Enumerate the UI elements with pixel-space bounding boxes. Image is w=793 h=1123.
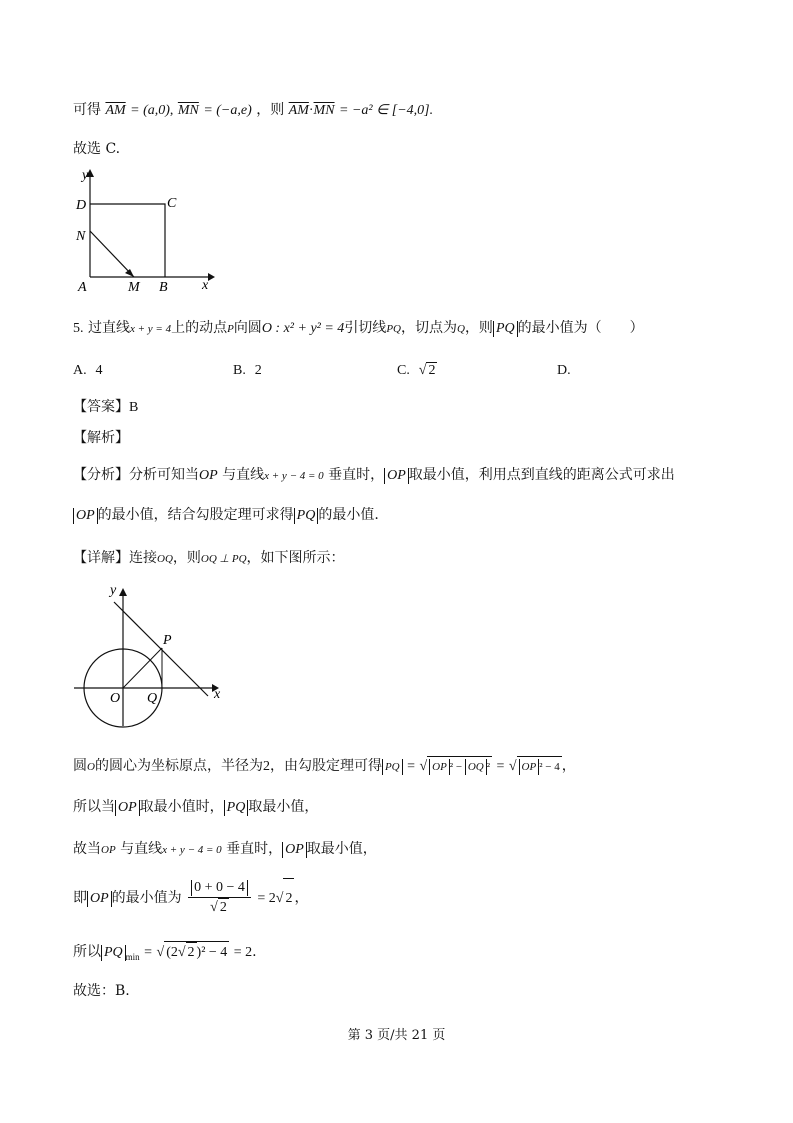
- option-a-value: 4: [95, 363, 103, 378]
- step-1: [73, 756, 576, 777]
- sqrt-sign: √: [419, 759, 428, 774]
- distance-fraction: [188, 879, 251, 917]
- am-value: = (a,0): [130, 103, 170, 118]
- fig1-label-b: B: [159, 280, 168, 295]
- fig2-label-p: P: [163, 633, 172, 648]
- figure-circle-tangent: [70, 580, 230, 730]
- s2-abs-pq: PQ: [224, 800, 249, 816]
- fenxi-t2: 与直线: [222, 467, 265, 483]
- xiangjie-t2: ，则: [172, 550, 201, 566]
- fenxi-tag: 【分析】: [73, 467, 129, 483]
- q-text-3: 向圆: [233, 320, 262, 336]
- detail-line: [73, 548, 345, 569]
- sqrt-sign-inner: √: [177, 945, 186, 960]
- s5-inner-b: )² − 4: [196, 945, 228, 960]
- s1-abs-op-2: OP: [519, 759, 540, 775]
- s4-abs-op: OP: [87, 891, 112, 907]
- vector-mn-2: $\overline{MN}$: [313, 103, 335, 118]
- s5-inner-a: (2: [166, 945, 178, 960]
- s3-t1: 故当: [73, 841, 101, 857]
- option-d-label: D.: [557, 363, 571, 378]
- s5-t1: 所以: [73, 944, 101, 960]
- dot-operator: ·: [308, 103, 314, 118]
- option-c: [397, 362, 437, 379]
- q-text-4: 引切线: [344, 320, 387, 336]
- s4-eq: = 2: [257, 891, 276, 906]
- select-c: 故选 C.: [73, 141, 121, 157]
- analysis-line-2: [73, 505, 379, 525]
- s4-denominator: 2: [219, 900, 227, 915]
- fenxi-t4: 取最小值，利用点到直线的距离公式可求出: [408, 467, 675, 483]
- analysis-line-1: [73, 465, 675, 486]
- s1-radius: 2: [262, 759, 270, 774]
- line-equation: x + y = 4: [129, 323, 172, 335]
- fig1-label-n: N: [76, 229, 86, 244]
- s3-t4: 取最小值，: [306, 841, 377, 857]
- fig1-label-c: C: [167, 196, 177, 211]
- text-prefix: 可得: [73, 102, 101, 118]
- s5-result: = 2: [233, 945, 253, 960]
- q-text-1: 过直线: [87, 320, 130, 336]
- s1-tail: ² − 4: [539, 761, 560, 773]
- fig1-label-a: A: [78, 280, 87, 295]
- xiangjie-t1: 连接: [129, 550, 157, 566]
- step-3: [73, 839, 377, 860]
- fig1-label-d: D: [76, 198, 87, 213]
- fig1-label-x: x: [202, 278, 209, 293]
- option-d: [557, 362, 571, 379]
- option-a-label: A.: [73, 363, 87, 378]
- s4-t1: 即: [73, 890, 87, 906]
- s5-end: .: [252, 944, 257, 960]
- fenxi-t1: 分析可知当: [129, 467, 199, 483]
- xiangjie-t3: ，如下图所示：: [246, 550, 345, 566]
- figure-square-diagram: [70, 165, 220, 295]
- s5-abs-pq: PQ: [101, 945, 126, 961]
- s1-t2: 的圆心为坐标原点，半径为: [94, 758, 263, 774]
- fig2-label-y: y: [110, 583, 117, 598]
- vector-am: $\overline{AM}$: [105, 103, 126, 118]
- s4-radicand: 2: [283, 878, 294, 919]
- vector-mn: $\overline{MN}$: [177, 103, 199, 118]
- vector-am-2: $\overline{AM}$: [288, 103, 309, 118]
- fenxi-t3: 垂直时，: [328, 467, 385, 483]
- s1-t3: ，由勾股定理可得: [269, 758, 382, 774]
- s1-eq1: =: [407, 759, 415, 774]
- sqrt-sign: √: [156, 945, 165, 960]
- s3-t3: 垂直时，: [226, 841, 283, 857]
- s1-end: ，: [561, 758, 576, 774]
- abs-pq: PQ: [493, 321, 518, 337]
- s5-eq: =: [144, 945, 153, 960]
- answer-value: B: [129, 400, 139, 415]
- perpendicular-expr: OQ ⊥ PQ: [200, 553, 247, 565]
- question-number: 5.: [73, 321, 84, 336]
- option-b-label: B.: [233, 363, 246, 378]
- option-c-value: 2: [428, 363, 436, 378]
- q-text-6: ，则: [464, 320, 493, 336]
- sqrt-sign: √: [418, 363, 427, 378]
- s5-subscript-min: min: [125, 951, 140, 962]
- question-5: [73, 318, 644, 339]
- s1-abs-pq: PQ: [382, 759, 403, 775]
- xiangjie-tag: 【详解】: [73, 550, 129, 566]
- fig1-label-y: y: [82, 168, 89, 183]
- mn-value: = (−a,e): [203, 103, 252, 118]
- s1-sq-minus: ² −: [449, 761, 465, 773]
- tangent-pq: PQ: [386, 323, 401, 335]
- fenxi-line-eq: x + y − 4 = 0: [264, 470, 324, 482]
- option-a: [73, 362, 103, 379]
- q-text-5: ，切点为: [400, 320, 457, 336]
- step-5: [73, 941, 257, 967]
- s1-abs-op: OP: [429, 759, 450, 775]
- fig1-label-m: M: [128, 280, 140, 295]
- sqrt-sign: √: [275, 891, 284, 906]
- s3-abs-op: OP: [282, 842, 307, 858]
- fenxi-t5: 的最小值，结合勾股定理可求得: [97, 507, 294, 523]
- text-then: ，则: [256, 102, 285, 118]
- step-2: [73, 797, 318, 817]
- page-footer: 第 3 页/共 21 页: [347, 1028, 446, 1043]
- option-b: [233, 362, 262, 379]
- s3-line-eq: x + y − 4 = 0: [162, 844, 222, 856]
- answer-line: [73, 397, 138, 418]
- s4-end: ，: [294, 890, 309, 906]
- fig2-label-o: O: [110, 691, 121, 706]
- s1-t1: 圆: [73, 758, 87, 774]
- comma: ,: [169, 103, 174, 118]
- fenxi-abs-op: OP: [384, 468, 409, 484]
- s2-abs-op: OP: [115, 800, 140, 816]
- s1-abs-oq: OQ: [465, 759, 487, 775]
- dot-product-result: = −a² ∈ [−4,0].: [339, 103, 434, 118]
- fenxi-t6: 的最小值.: [318, 507, 379, 523]
- s2-t1: 所以当: [73, 799, 115, 815]
- sqrt-sign: √: [508, 759, 517, 774]
- sqrt-sign: √: [210, 900, 218, 915]
- fenxi-abs-op-2: OP: [73, 508, 98, 524]
- fenxi-op: OP: [199, 468, 218, 483]
- s1-o: O: [87, 761, 95, 773]
- segment-oq: OQ: [157, 553, 173, 565]
- answer-tag: 【答案】: [73, 399, 129, 415]
- q-text-7: 的最小值为（ ）: [517, 320, 644, 336]
- s1-sq: ²: [486, 761, 491, 773]
- step-4: [73, 878, 308, 919]
- point-q: Q: [456, 323, 465, 335]
- option-c-label: C.: [397, 363, 410, 378]
- point-p: P: [227, 323, 234, 335]
- final-select: 故选：B.: [73, 983, 130, 999]
- s2-t2: 取最小值时，: [139, 799, 224, 815]
- s2-t3: 取最小值，: [248, 799, 319, 815]
- s4-t2: 的最小值为: [111, 890, 182, 906]
- s5-inner-radicand: 2: [186, 942, 197, 963]
- s3-op: OP: [101, 844, 116, 856]
- circle-equation: O : x² + y² = 4: [261, 321, 345, 336]
- fig2-label-q: Q: [147, 691, 158, 706]
- fig2-label-x: x: [214, 687, 221, 702]
- q-text-2: 上的动点: [171, 320, 228, 336]
- option-b-value: 2: [254, 363, 262, 378]
- s3-t2: 与直线: [120, 841, 163, 857]
- vector-dot-product-line: [73, 100, 433, 121]
- s1-eq2: =: [496, 759, 505, 774]
- s4-numerator: 0 + 0 − 4: [191, 880, 248, 896]
- analysis-tag: 【解析】: [73, 430, 129, 446]
- fenxi-abs-pq: PQ: [294, 508, 319, 524]
